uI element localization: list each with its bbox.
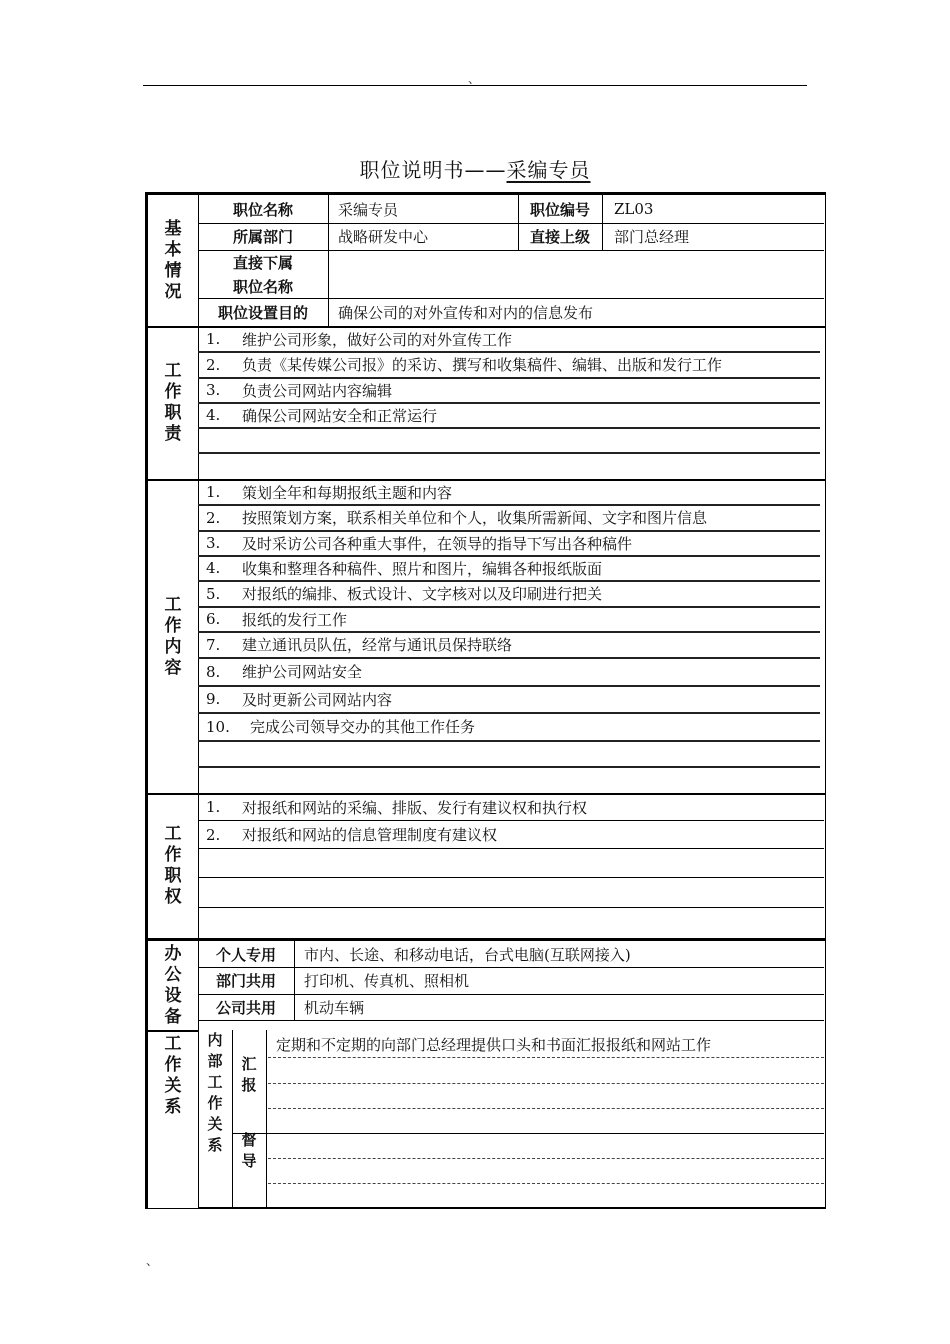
equipment-label-department: 部门共用 — [215, 972, 276, 990]
subordinate-label-2: 职位名称 — [232, 277, 293, 296]
authority-item: 1. 对报纸和网站的采编、排版、发行有建议权和执行权 — [206, 798, 588, 817]
department-label: 所属部门 — [232, 228, 293, 246]
section-relations-label: 工作关系 — [160, 1034, 181, 1118]
duty-item: 1. 维护公司形象，做好公司的对外宣传工作 — [206, 330, 513, 349]
content-item: 2. 按照策划方案，联系相关单位和个人，收集所需新闻、文字和图片信息 — [206, 508, 708, 527]
duty-item: 3. 负责公司网站内容编辑 — [206, 381, 393, 400]
equipment-label-company: 公司共用 — [215, 998, 276, 1017]
purpose-value: 确保公司的对外宣传和对内的信息发布 — [338, 303, 594, 322]
section-equipment-label: 办公设备 — [160, 943, 181, 1028]
section-basic-label: 基本情况 — [160, 218, 181, 303]
report-label: 汇报 — [239, 1056, 258, 1098]
content-item: 9. 及时更新公司网站内容 — [206, 690, 393, 709]
content-item: 8. 维护公司网站安全 — [206, 662, 363, 681]
position-code-label: 职位编号 — [529, 200, 590, 219]
content-item: 7. 建立通讯员队伍，经常与通讯员保持联络 — [206, 635, 513, 654]
position-name-label: 职位名称 — [232, 200, 293, 219]
header-rule — [143, 85, 807, 86]
subordinate-value — [338, 251, 818, 298]
section-duties-label: 工作职责 — [160, 361, 181, 445]
section-content-label: 工作内容 — [160, 594, 181, 679]
position-code-value: ZL03 — [614, 200, 654, 218]
internal-relations-label: 内部工作关系 — [205, 1032, 224, 1158]
equipment-value-company: 机动车辆 — [304, 998, 365, 1017]
content-item: 4. 收集和整理各种稿件、照片和图片，编辑各种报纸版面 — [206, 559, 603, 578]
report-text: 定期和不定期的向部门总经理提供口头和书面汇报报纸和网站工作 — [276, 1035, 712, 1054]
content-item: 5. 对报纸的编排、板式设计、文字核对以及印刷进行把关 — [206, 584, 603, 603]
page-title — [0, 154, 950, 183]
title-position: 采编专员 — [506, 158, 591, 182]
section-authority-label: 工作职权 — [160, 824, 181, 908]
superior-value: 部门总经理 — [614, 228, 690, 246]
duty-item: 2. 负责《某传媒公司报》的采访、撰写和收集稿件、编辑、出版和发行工作 — [206, 355, 723, 374]
purpose-label: 职位设置目的 — [217, 303, 308, 322]
content-item: 3. 及时采访公司各种重大事件，在领导的指导下写出各种稿件 — [206, 534, 633, 553]
equipment-label-personal: 个人专用 — [215, 945, 276, 964]
authority-item: 2. 对报纸和网站的信息管理制度有建议权 — [206, 825, 498, 844]
content-item: 6. 报纸的发行工作 — [206, 610, 348, 629]
duty-item: 4. 确保公司网站安全和正常运行 — [206, 406, 438, 425]
content-item: 1. 策划全年和每期报纸主题和内容 — [206, 483, 453, 502]
equipment-value-department: 打印机、传真机、照相机 — [304, 972, 470, 990]
header-mark: 、 — [468, 72, 481, 86]
title-prefix: 职位说明书—— — [359, 158, 507, 182]
department-value: 战略研发中心 — [338, 228, 429, 246]
footer-mark: 、 — [146, 1254, 159, 1268]
subordinate-label-1: 直接下属 — [232, 254, 293, 272]
equipment-value-personal: 市内、长途、和移动电话，台式电脑(互联网接入) — [304, 945, 631, 964]
supervise-label: 督导 — [239, 1132, 258, 1174]
superior-label: 直接上级 — [529, 228, 590, 246]
content-item: 10. 完成公司领导交办的其他工作任务 — [206, 717, 476, 736]
position-name-value: 采编专员 — [338, 200, 399, 219]
